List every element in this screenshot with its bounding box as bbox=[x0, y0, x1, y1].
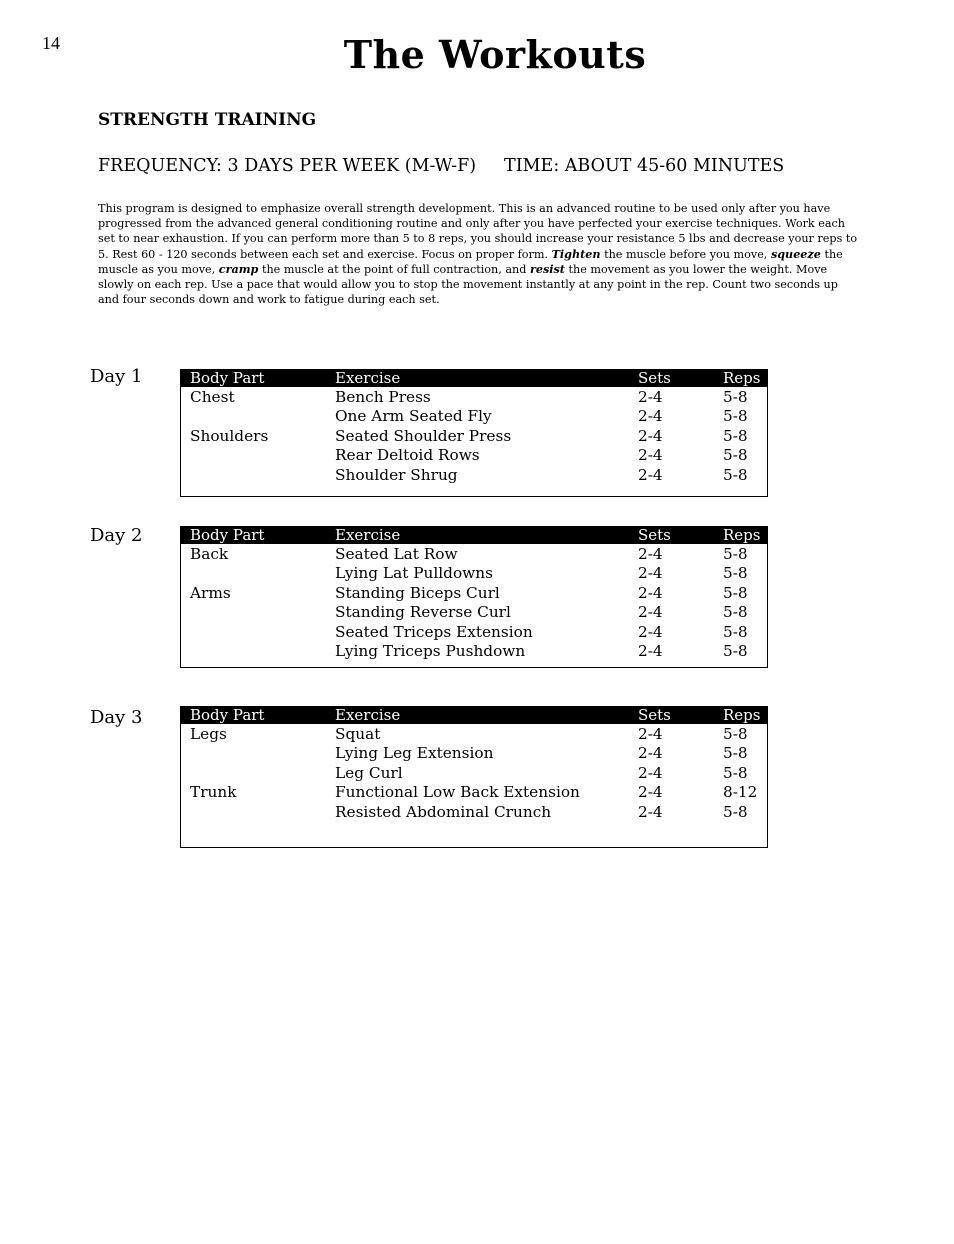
cell-exercise: Standing Reverse Curl bbox=[335, 603, 511, 622]
table-row bbox=[181, 744, 767, 763]
cell-sets: 2-4 bbox=[638, 641, 663, 660]
cell-body-part: Legs bbox=[190, 725, 227, 743]
table-row bbox=[181, 466, 767, 485]
cell-sets: 2-4 bbox=[638, 446, 663, 465]
table-header bbox=[181, 370, 767, 387]
cell-sets: 2-4 bbox=[638, 802, 663, 821]
cell-reps: 5-8 bbox=[723, 545, 748, 563]
day-3-rows bbox=[181, 724, 767, 822]
frequency-line bbox=[98, 156, 784, 176]
header-body-part: Body Part bbox=[190, 526, 265, 544]
header-reps: Reps bbox=[723, 526, 761, 544]
cell-reps: 5-8 bbox=[723, 622, 748, 641]
cell-exercise: Lying Leg Extension bbox=[335, 744, 494, 763]
header-exercise: Exercise bbox=[335, 526, 401, 544]
cell-sets: 2-4 bbox=[638, 763, 663, 782]
table-header bbox=[181, 527, 767, 544]
cell-sets: 2-4 bbox=[638, 583, 663, 602]
cell-exercise: Resisted Abdominal Crunch bbox=[335, 802, 552, 821]
intro-text: the movement as you lower the weight. Move slowly on each rep. Use a pace that would allow you to stop the movement instantly at any point in the rep. Count two seconds up and four seconds down and work to fatigue during each set. bbox=[98, 262, 838, 307]
day-1-rows bbox=[181, 387, 767, 485]
cell-sets: 2-4 bbox=[638, 603, 663, 622]
cell-reps: 5-8 bbox=[723, 641, 748, 660]
table-row bbox=[181, 427, 767, 446]
cell-reps: 5-8 bbox=[723, 465, 748, 484]
cell-reps: 5-8 bbox=[723, 603, 748, 622]
day-2-rows bbox=[181, 544, 767, 661]
cell-exercise: Leg Curl bbox=[335, 763, 403, 782]
emphasis-cramp: cramp bbox=[218, 261, 259, 276]
table-row bbox=[181, 725, 767, 744]
header-sets: Sets bbox=[638, 369, 671, 387]
day-2-label: Day 2 bbox=[90, 525, 143, 546]
cell-exercise: Seated Shoulder Press bbox=[335, 426, 512, 445]
cell-reps: 5-8 bbox=[723, 426, 748, 445]
frequency-text: FREQUENCY: 3 DAYS PER WEEK (M-W-F) bbox=[98, 156, 477, 176]
cell-reps: 5-8 bbox=[723, 763, 748, 782]
cell-sets: 2-4 bbox=[638, 564, 663, 583]
cell-exercise: Squat bbox=[335, 725, 381, 743]
table-row bbox=[181, 783, 767, 802]
day-3-label: Day 3 bbox=[90, 707, 143, 728]
day-1-label: Day 1 bbox=[90, 366, 143, 387]
time-text: TIME: ABOUT 45-60 MINUTES bbox=[504, 156, 785, 176]
cell-exercise: Seated Triceps Extension bbox=[335, 622, 533, 641]
cell-exercise: One Arm Seated Fly bbox=[335, 407, 492, 426]
cell-exercise: Lying Triceps Pushdown bbox=[335, 641, 526, 660]
cell-sets: 2-4 bbox=[638, 725, 663, 743]
header-body-part: Body Part bbox=[190, 369, 265, 387]
emphasis-tighten: Tighten bbox=[551, 246, 601, 261]
cell-body-part: Trunk bbox=[190, 783, 237, 802]
section-heading: STRENGTH TRAINING bbox=[98, 110, 317, 130]
cell-reps: 5-8 bbox=[723, 407, 748, 426]
intro-text: the muscle before you move, bbox=[600, 247, 771, 261]
cell-sets: 2-4 bbox=[638, 622, 663, 641]
cell-body-part: Arms bbox=[190, 583, 231, 602]
intro-text: the muscle at the point of full contraction, and bbox=[258, 262, 530, 276]
cell-reps: 5-8 bbox=[723, 583, 748, 602]
table-row bbox=[181, 407, 767, 426]
header-reps: Reps bbox=[723, 706, 761, 724]
table-row bbox=[181, 764, 767, 783]
cell-sets: 2-4 bbox=[638, 744, 663, 763]
cell-body-part: Back bbox=[190, 545, 229, 563]
table-row bbox=[181, 446, 767, 465]
day-1-table bbox=[180, 369, 768, 497]
cell-exercise: Shoulder Shrug bbox=[335, 465, 458, 484]
cell-reps: 5-8 bbox=[723, 388, 748, 406]
emphasis-squeeze: squeeze bbox=[770, 246, 821, 261]
cell-reps: 5-8 bbox=[723, 802, 748, 821]
cell-exercise: Functional Low Back Extension bbox=[335, 783, 580, 802]
cell-reps: 5-8 bbox=[723, 446, 748, 465]
cell-sets: 2-4 bbox=[638, 783, 663, 802]
intro-text: the muscle as you move, bbox=[98, 247, 843, 276]
table-row bbox=[181, 584, 767, 603]
intro-text: This program is designed to emphasize overall strength development. This is an advanced routine to be used only after you have progressed from the advanced general conditioning routine and only after you have perfected your exercise techniques. Work each set to near exhaustion. If you can perform more than 5 to 8 reps, you should increase your resistance 5 lbs and decrease your reps to 5. Rest 60 - 120 seconds between each set and exercise. Focus on proper form. bbox=[98, 202, 858, 261]
cell-sets: 2-4 bbox=[638, 407, 663, 426]
cell-exercise: Standing Biceps Curl bbox=[335, 583, 500, 602]
cell-body-part: Chest bbox=[190, 388, 235, 406]
cell-sets: 2-4 bbox=[638, 388, 663, 406]
cell-reps: 5-8 bbox=[723, 744, 748, 763]
cell-exercise: Bench Press bbox=[335, 388, 431, 406]
day-2-table bbox=[180, 526, 768, 668]
cell-body-part: Shoulders bbox=[190, 426, 269, 445]
table-row bbox=[181, 388, 767, 407]
day-3-table bbox=[180, 706, 768, 848]
cell-exercise: Lying Lat Pulldowns bbox=[335, 564, 493, 583]
cell-sets: 2-4 bbox=[638, 465, 663, 484]
header-exercise: Exercise bbox=[335, 706, 401, 724]
table-row bbox=[181, 603, 767, 622]
intro-paragraph bbox=[98, 201, 858, 307]
cell-reps: 5-8 bbox=[723, 564, 748, 583]
cell-reps: 8-12 bbox=[723, 783, 758, 802]
table-row bbox=[181, 642, 767, 661]
header-body-part: Body Part bbox=[190, 706, 265, 724]
table-row bbox=[181, 564, 767, 583]
page-number: 14 bbox=[42, 33, 60, 53]
cell-sets: 2-4 bbox=[638, 545, 663, 563]
header-sets: Sets bbox=[638, 526, 671, 544]
table-header bbox=[181, 707, 767, 724]
header-sets: Sets bbox=[638, 706, 671, 724]
table-row bbox=[181, 545, 767, 564]
cell-exercise: Seated Lat Row bbox=[335, 545, 458, 563]
header-reps: Reps bbox=[723, 369, 761, 387]
emphasis-resist: resist bbox=[529, 261, 565, 276]
cell-exercise: Rear Deltoid Rows bbox=[335, 446, 480, 465]
table-row bbox=[181, 803, 767, 822]
cell-reps: 5-8 bbox=[723, 725, 748, 743]
header-exercise: Exercise bbox=[335, 369, 401, 387]
page-title: The Workouts bbox=[343, 32, 647, 77]
cell-sets: 2-4 bbox=[638, 426, 663, 445]
table-row bbox=[181, 623, 767, 642]
